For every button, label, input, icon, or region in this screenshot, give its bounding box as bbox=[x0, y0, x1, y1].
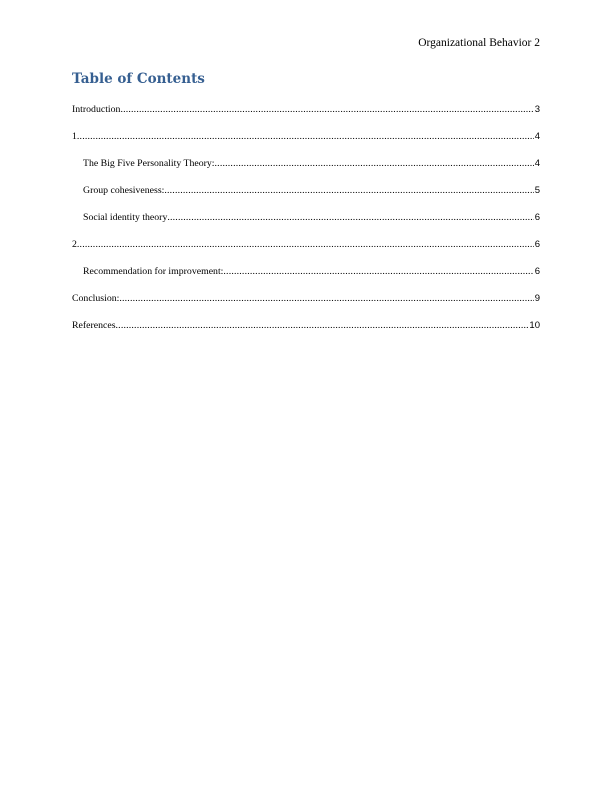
toc-entry-social-identity[interactable] bbox=[72, 212, 540, 239]
toc-dot-leader bbox=[119, 293, 533, 304]
toc-dot-leader bbox=[164, 185, 533, 196]
toc-entry-section-2[interactable] bbox=[72, 239, 540, 266]
table-of-contents bbox=[72, 104, 540, 347]
toc-dot-leader bbox=[223, 266, 533, 277]
toc-entry-page: 9 bbox=[534, 293, 540, 304]
toc-entry-label: References bbox=[72, 320, 116, 331]
toc-entry-group-cohesiveness[interactable] bbox=[72, 185, 540, 212]
toc-heading: Table of Contents bbox=[72, 71, 205, 87]
toc-entry-section-1[interactable] bbox=[72, 131, 540, 158]
toc-entry-conclusion[interactable] bbox=[72, 293, 540, 320]
toc-entry-page: 3 bbox=[534, 104, 540, 115]
toc-dot-leader bbox=[120, 104, 533, 115]
toc-entry-page: 4 bbox=[534, 158, 540, 169]
toc-entry-page: 6 bbox=[534, 212, 540, 223]
toc-entry-page: 4 bbox=[534, 131, 540, 142]
toc-dot-leader bbox=[77, 239, 534, 250]
toc-entry-recommendation[interactable] bbox=[72, 266, 540, 293]
toc-entry-page: 10 bbox=[529, 320, 540, 331]
toc-dot-leader bbox=[215, 158, 534, 169]
toc-dot-leader bbox=[116, 320, 529, 331]
toc-entry-big-five[interactable] bbox=[72, 158, 540, 185]
toc-entry-introduction[interactable] bbox=[72, 104, 540, 131]
toc-entry-label: Conclusion: bbox=[72, 293, 120, 304]
toc-entry-label: Group cohesiveness: bbox=[83, 185, 165, 196]
toc-entry-label: Introduction bbox=[72, 104, 121, 115]
toc-entry-label: 1 bbox=[72, 131, 77, 142]
toc-dot-leader bbox=[167, 212, 533, 223]
toc-entry-label: Social identity theory bbox=[83, 212, 168, 223]
toc-entry-page: 6 bbox=[534, 266, 540, 277]
toc-entry-page: 6 bbox=[534, 239, 540, 250]
toc-entry-page: 5 bbox=[534, 185, 540, 196]
toc-entry-label: Recommendation for improvement: bbox=[83, 266, 224, 277]
toc-entry-label: 2 bbox=[72, 239, 77, 250]
toc-entry-references[interactable] bbox=[72, 320, 540, 347]
running-header: Organizational Behavior 2 bbox=[418, 37, 540, 49]
toc-entry-label: The Big Five Personality Theory: bbox=[83, 158, 215, 169]
toc-dot-leader bbox=[77, 131, 534, 142]
